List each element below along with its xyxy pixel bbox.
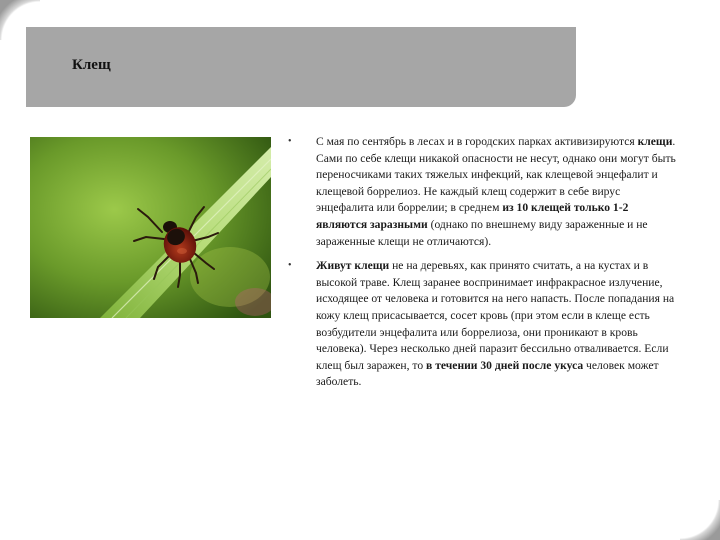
bullet-item <box>288 258 678 391</box>
corner-decoration <box>680 500 720 540</box>
text-run: С мая по сентябрь в лесах и в городских парках активизируются <box>316 135 638 148</box>
bold-text-run: Живут клещи <box>316 259 390 273</box>
slide-title: Клещ <box>72 57 111 73</box>
bold-text-run: клещи <box>637 135 673 148</box>
text-run: (однако по внешнему виду зараженные и не зараженные клещи не отличаются). <box>316 217 648 248</box>
text-run: . Сами по себе клещи никакой опасности не несут, однако они могут быть переносчиками таких тяжелых инфекций, как клещевой энцефалит и клещевой боррелиоз. Не каждый клещ содержит в себе вирус энцефалита или боррелии; в среднем <box>316 135 676 215</box>
bullet-text <box>316 258 678 391</box>
bold-text-run: из 10 клещей только 1-2 являются заразными <box>316 201 629 231</box>
text-run: человек может заболеть. <box>316 358 659 389</box>
tick-photo <box>30 137 271 318</box>
title-bar <box>26 27 576 107</box>
bullet-icon: • <box>288 260 292 272</box>
text-run: не на деревьях, как принято считать, а на кустах и в высокой траве. Клещ заранее воспринимает инфракрасное излучение, исходящее от человека и готовится на него напасть. После попадания на кожу клещ присасывается, сосет кровь (при этом если в клеще есть возбудители энцефалита или боррелиоза, они проникают в кровь человека). Через несколько дней паразит бессильно отваливается. Если клещ был заражен, то <box>316 259 675 372</box>
bullet-icon: • <box>288 136 292 147</box>
bold-text-run: в течении 30 дней после укуса <box>426 358 584 372</box>
bullet-list <box>288 134 678 399</box>
bullet-item <box>288 134 678 250</box>
tick-on-grass-icon <box>30 137 271 318</box>
bullet-text <box>316 134 678 250</box>
